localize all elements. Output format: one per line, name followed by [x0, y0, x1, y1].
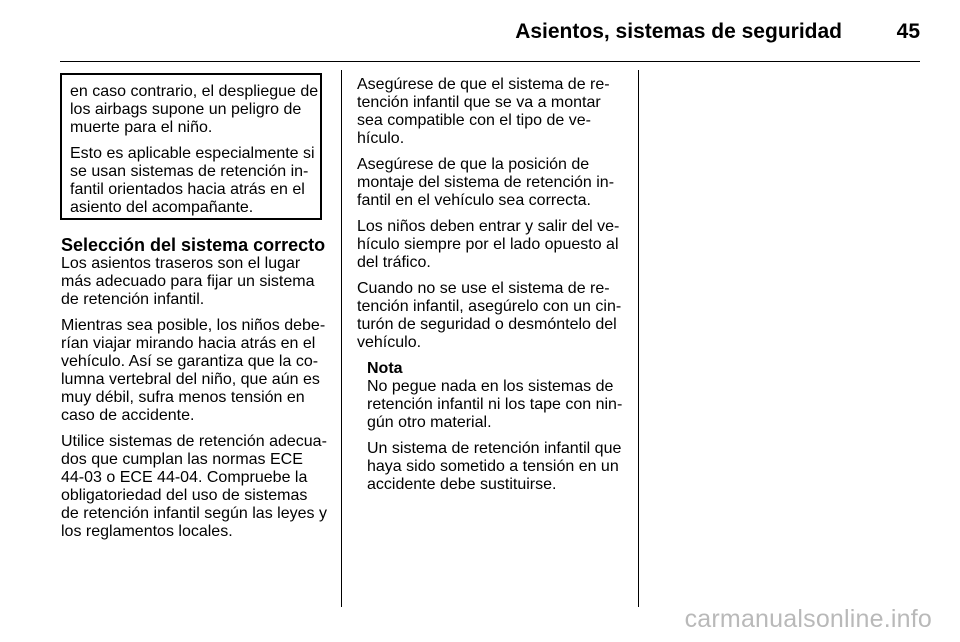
body-paragraph: Asegúrese de que la posición de montaje del sistema de retención infantil en el vehículo sea correcta. [357, 156, 615, 209]
section-heading: Selección del sistema correcto [61, 235, 326, 255]
note-block [357, 360, 627, 494]
column-divider-right [638, 70, 639, 607]
body-paragraph: Asegúrese de que el sistema de retención infantil que se va a montar sea compatible con el tipo de vehículo. [357, 76, 610, 147]
middle-column [357, 76, 627, 502]
watermark: carmanualsonline.info [684, 605, 932, 633]
note-paragraph: No pegue nada en los sistemas de retención infantil ni los tape con ningún otro material. [367, 378, 623, 431]
body-paragraph: Mientras sea posible, los niños deberían viajar mirando hacia atrás en el vehículo. Así se garantiza que la columna vertebral del niño, que aún es muy débil, sufra menos tensión en caso de accidente. [61, 317, 326, 424]
body-paragraph: Los asientos traseros son el lugar más adecuado para fijar un sistema de retención infantil. [61, 255, 315, 308]
note-paragraph: Un sistema de retención infantil que haya sido sometido a tensión en un accidente debe sustituirse. [367, 440, 622, 493]
body-paragraph: Los niños deben entrar y salir del vehículo siempre por el lado opuesto al del tráfico. [357, 218, 620, 271]
body-paragraph: Cuando no se use el sistema de retención infantil, asegúrelo con un cinturón de seguridad o desmóntelo del vehículo. [357, 280, 622, 351]
page-title: Asientos, sistemas de seguridad [515, 20, 842, 43]
left-column [61, 236, 329, 549]
note-title: Nota [367, 360, 403, 377]
warning-paragraph: Esto es aplicable especialmente si se usan sistemas de retención infantil orientados hacia atrás en el asiento del acompañante. [70, 145, 315, 216]
warning-box [60, 73, 322, 220]
page-header [0, 0, 960, 60]
header-rule [60, 61, 920, 62]
warning-paragraph: en caso contrario, el despliegue de los airbags supone un peligro de muerte para el niño. [70, 83, 319, 136]
column-divider-left [341, 70, 342, 607]
page-number: 45 [896, 20, 920, 43]
body-paragraph: Utilice sistemas de retención adecuados que cumplan las normas ECE 44-03 o ECE 44-04. Compruebe la obligatoriedad del uso de sistemas de retención infantil según las leyes y los reglamentos locales. [61, 433, 327, 540]
